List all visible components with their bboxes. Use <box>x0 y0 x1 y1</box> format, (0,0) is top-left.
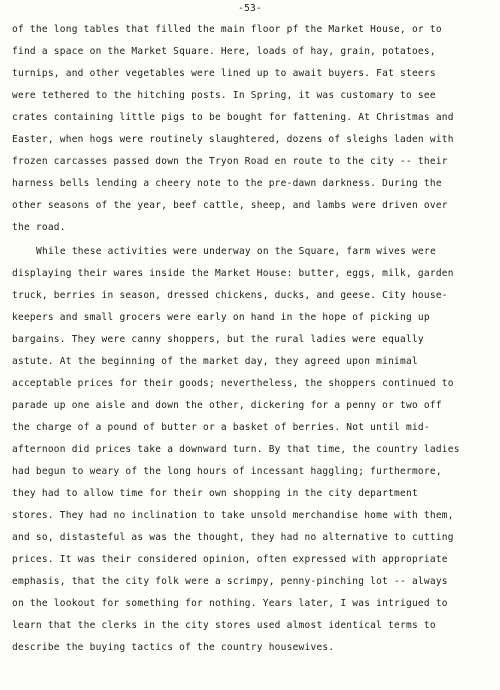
text-line: the road. <box>12 222 66 233</box>
text-line: frozen carcasses passed down the Tryon Road en route to the city -- their <box>12 156 448 167</box>
text-line: they had to allow time for their own shopping in the city department <box>12 488 418 499</box>
text-line: keepers and small grocers were early on hand in the hope of picking up <box>12 312 430 323</box>
text-line: emphasis, that the city folk were a scrimpy, penny-pinching lot -- always <box>12 576 448 587</box>
paragraph-first-line: While these activities were underway on the Square, farm wives were <box>36 246 436 257</box>
text-line: parade up one aisle and down the other, dickering for a penny or two off <box>12 400 442 411</box>
text-line: astute. At the beginning of the market day, they agreed upon minimal <box>12 356 418 367</box>
text-line: acceptable prices for their goods; nevertheless, the shoppers continued to <box>12 378 454 389</box>
text-line: on the lookout for something for nothing. Years later, I was intrigued to <box>12 598 448 609</box>
text-line: harness bells lending a cheery note to the pre-dawn darkness. During the <box>12 178 442 189</box>
text-line: stores. They had no inclination to take unsold merchandise home with them, <box>12 510 454 521</box>
text-line: of the long tables that filled the main floor pf the Market House, or to <box>12 24 442 35</box>
text-line: find a space on the Market Square. Here, loads of hay, grain, potatoes, <box>12 46 436 57</box>
text-line: other seasons of the year, beef cattle, sheep, and lambs were driven over <box>12 200 448 211</box>
text-line: crates containing little pigs to be bought for fattening. At Christmas and <box>12 112 454 123</box>
text-line: prices. It was their considered opinion, often expressed with appropriate <box>12 554 448 565</box>
text-line: afternoon did prices take a downward turn. By that time, the country ladies <box>12 444 460 455</box>
text-line: learn that the clerks in the city stores used almost identical terms to <box>12 620 436 631</box>
page-number: -53- <box>238 3 262 14</box>
text-line: Easter, when hogs were routinely slaughtered, dozens of sleighs laden with <box>12 134 454 145</box>
text-line: truck, berries in season, dressed chickens, ducks, and geese. City house- <box>12 290 448 301</box>
text-line: were tethered to the hitching posts. In Spring, it was customary to see <box>12 90 436 101</box>
text-line: turnips, and other vegetables were lined up to await buyers. Fat steers <box>12 68 436 79</box>
text-line: and so, distasteful as was the thought, they had no alternative to cutting <box>12 532 454 543</box>
text-line: had begun to weary of the long hours of incessant haggling; furthermore, <box>12 466 442 477</box>
text-line: displaying their wares inside the Market House: butter, eggs, milk, garden <box>12 268 454 279</box>
text-line: bargains. They were canny shoppers, but the rural ladies were equally <box>12 334 424 345</box>
text-line: the charge of a pound of butter or a basket of berries. Not until mid- <box>12 422 430 433</box>
text-line: describe the buying tactics of the country housewives. <box>12 642 335 653</box>
